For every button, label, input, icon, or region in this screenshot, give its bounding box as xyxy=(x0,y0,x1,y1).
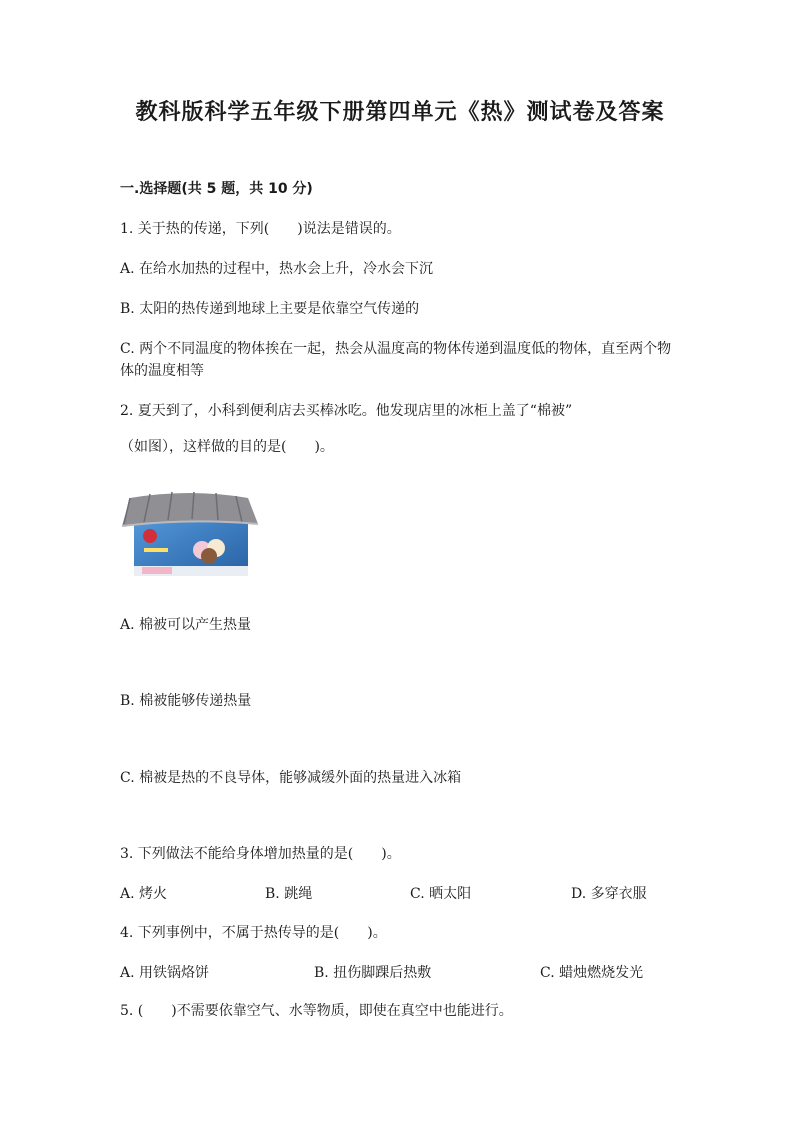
question-3-option-a: A. 烤火 xyxy=(120,886,168,902)
freezer-with-quilt-image xyxy=(120,490,260,580)
question-2-option-c: C. 棉被是热的不良导体，能够减缓外面的热量进入冰箱 xyxy=(120,770,462,786)
question-2-option-a: A. 棉被可以产生热量 xyxy=(120,617,252,633)
question-3-stem: 3. 下列做法不能给身体增加热量的是( )。 xyxy=(120,846,401,862)
question-3-option-d: D. 多穿衣服 xyxy=(571,886,647,902)
question-3-option-b: B. 跳绳 xyxy=(265,886,313,902)
question-4-option-a: A. 用铁锅烙饼 xyxy=(120,965,210,981)
question-3-option-c: C. 晒太阳 xyxy=(410,886,472,902)
question-5-stem: 5. ( )不需要依靠空气、水等物质，即使在真空中也能进行。 xyxy=(120,1003,513,1019)
page-title: 教科版科学五年级下册第四单元《热》测试卷及答案 xyxy=(135,100,665,125)
question-2-stem-line2: （如图），这样做的目的是( )。 xyxy=(120,439,334,455)
question-4-stem: 4. 下列事例中，不属于热传导的是( )。 xyxy=(120,925,387,941)
question-4-option-b: B. 扭伤脚踝后热敷 xyxy=(314,965,432,981)
question-1-option-a: A. 在给水加热的过程中，热水会上升，冷水会下沉 xyxy=(120,261,434,277)
question-1-option-b: B. 太阳的热传递到地球上主要是依靠空气传递的 xyxy=(120,301,420,317)
question-1-option-c: C. 两个不同温度的物体挨在一起，热会从温度高的物体传递到温度低的物体，直至两个物体的温度相等 xyxy=(120,341,672,379)
section-heading: 一.选择题(共 5 题，共 10 分) xyxy=(120,181,313,197)
question-4-option-c: C. 蜡烛燃烧发光 xyxy=(540,965,644,981)
question-2-stem-line1: 2. 夏天到了，小科到便利店去买棒冰吃。他发现店里的冰柜上盖了“棉被” xyxy=(120,403,573,419)
question-1-stem: 1. 关于热的传递，下列( )说法是错误的。 xyxy=(120,221,401,237)
question-2-option-b: B. 棉被能够传递热量 xyxy=(120,693,252,709)
